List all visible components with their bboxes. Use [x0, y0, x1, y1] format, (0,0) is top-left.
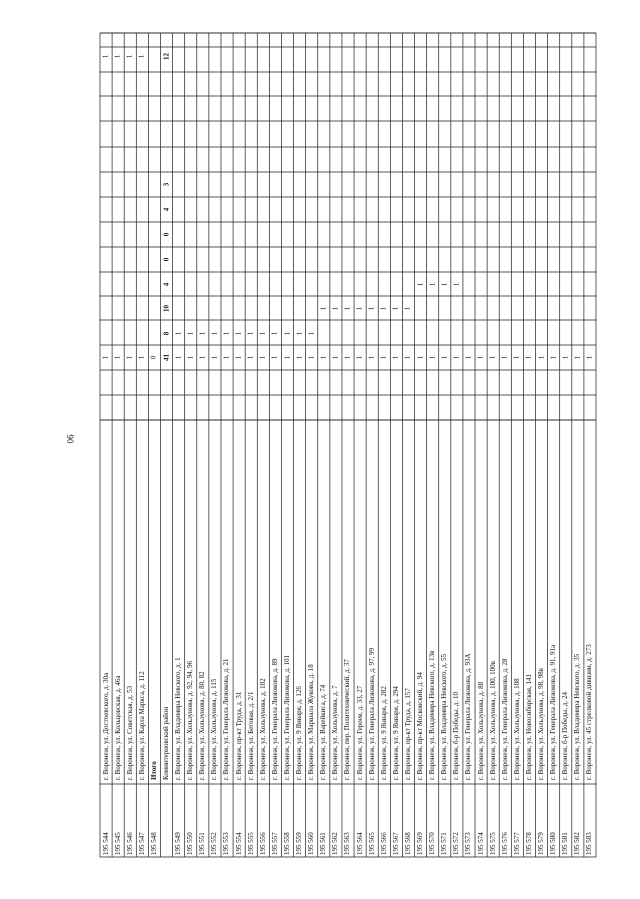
row-address: г. Воронеж, ул. Беговая, д. 2/1 [246, 691, 255, 780]
cell-value-c9: 1 [113, 54, 122, 58]
cell-value-c1: 1 [210, 355, 219, 359]
cell-value-c1: 1 [367, 355, 376, 359]
cell-value-c1: 1 [283, 355, 291, 359]
column-header: 4 [162, 207, 171, 211]
cell-value-c9: 1 [125, 54, 134, 58]
row-address: г. Воронеж, ул. Владимира Невского, д. 35 [573, 653, 582, 780]
row-code: 195 575 [488, 832, 497, 855]
column-header: 0 [162, 232, 171, 236]
cell-value-c1: 1 [101, 355, 110, 359]
row-address: г. Воронеж, ул. Генерала Лизюкова, д. 89 [270, 658, 279, 780]
row-address: г. Воронеж, ул. Достоевского, д. 30а [101, 672, 110, 780]
itogo-label: Итого [149, 761, 158, 780]
cell-value-c1: 1 [500, 355, 509, 359]
cell-value-c4: 1 [428, 282, 437, 286]
cell-value-c1: 1 [440, 355, 449, 359]
row-address: г. Воронеж, ул. Генерала Лизюкова, д. 93А [464, 653, 473, 780]
cell-value-c2: 1 [198, 331, 207, 335]
cell-value-c2: 1 [295, 331, 304, 335]
row-address: г. Воронеж, пер. Политехнический, д. 37 [343, 659, 352, 780]
row-code: 195 555 [246, 832, 255, 855]
row-code: 195 581 [561, 832, 570, 855]
row-address: г. Воронеж, ул. Маршала Жукова, д. 18 [307, 664, 316, 780]
row-code: 195 577 [512, 832, 521, 855]
row-address: г. Воронеж, ул. Генерала Лизюкова, д. 28 [500, 658, 509, 780]
cell-value-c3: 1 [355, 306, 364, 310]
cell-value-c1: 1 [403, 355, 412, 359]
cell-value-c1: 1 [186, 355, 195, 359]
page-number: 90 [65, 434, 75, 444]
row-address: г. Воронеж, ул. Хользунова, д. 115 [210, 678, 219, 780]
row-code: 195 556 [258, 832, 267, 855]
row-address: г. Воронеж, ул. Варейкиса, д. 74 [319, 684, 328, 780]
row-address: г. Воронеж, ул. Генерала Лизюкова, д. 97, 99 [367, 647, 376, 780]
cell-value-c1: 1 [125, 355, 134, 359]
row-address: г. Воронеж, ул. Генерала Лизюкова, д. 101 [282, 654, 291, 780]
row-address: г. Воронеж, ул. 9 Января, д. 282 [379, 686, 388, 780]
row-code: 195 570 [428, 832, 437, 855]
row-code: 195 565 [367, 832, 376, 855]
row-code: 195 583 [585, 832, 594, 855]
row-address: г. Воронеж, пр-кт Труда, д. 157 [403, 688, 412, 780]
cell-value-c1: 1 [222, 355, 231, 359]
row-code: 195 564 [355, 832, 364, 855]
cell-value-c1: 1 [537, 355, 546, 359]
row-address: г. Воронеж, б-р Победы, д. 10 [452, 692, 461, 780]
cell-value-c4: 1 [452, 282, 461, 286]
cell-value-c1: 1 [549, 355, 558, 359]
column-header: 4 [162, 282, 171, 286]
row-code: 195 573 [464, 832, 473, 855]
cell-value-c1: 1 [488, 355, 497, 359]
row-code: 195 563 [343, 832, 352, 855]
column-header: 41 [162, 353, 171, 361]
row-address: г. Воронеж, ул. Хользунова, д. 98, 98в [537, 668, 545, 780]
row-address: г. Воронеж, ул. Хользунова, д. 108 [512, 678, 521, 780]
row-code: 195 578 [524, 832, 533, 855]
row-code: 195 582 [573, 832, 582, 855]
cell-value-c1: 1 [198, 355, 207, 359]
cell-value-c1: 1 [113, 355, 122, 359]
row-code: 195 560 [307, 832, 316, 855]
cell-value-c1: 1 [428, 355, 437, 359]
cell-value-c2: 1 [283, 331, 291, 335]
cell-value-c1: 1 [416, 355, 425, 359]
cell-value-c2: 1 [234, 331, 243, 335]
district-name: Коминтерновский район [161, 706, 170, 780]
cell-value-c1: 1 [452, 355, 461, 359]
cell-value-c1: 1 [234, 355, 243, 359]
cell-value-c2: 1 [186, 331, 195, 335]
row-code: 195 572 [452, 832, 461, 855]
row-code: 195 552 [210, 832, 219, 855]
row-code: 195 558 [282, 832, 291, 855]
cell-value-c1: 1 [512, 355, 521, 359]
cell-value-c4: 1 [440, 282, 449, 286]
row-address: г. Воронеж, ул. Героев, д. 33, 27 [355, 685, 364, 780]
cell-value-c3: 1 [379, 306, 388, 310]
row-code: 195 549 [174, 832, 183, 855]
column-header: 8 [162, 331, 171, 335]
row-code: 195 557 [270, 832, 279, 855]
cell-value-c1: 1 [573, 355, 582, 359]
cell-value-c1: 1 [343, 355, 352, 359]
row-code: 195 547 [137, 832, 146, 855]
row-code: 195 579 [537, 832, 545, 855]
cell-value-c1: 1 [585, 355, 594, 359]
cell-value-c9: 1 [137, 54, 146, 58]
itogo-value: 0 [149, 355, 158, 359]
cell-value-c2: 1 [270, 331, 279, 335]
cell-value-c3: 1 [391, 306, 400, 310]
row-code: 195 574 [476, 832, 485, 855]
row-address: г. Воронеж, ул. Владимира Невского, д. 13в [428, 650, 437, 780]
cell-value-c1: 1 [379, 355, 388, 359]
itogo-code: 195 548 [149, 832, 158, 855]
row-address: г. Воронеж, ул. Карла Маркса, д. 112 [137, 671, 146, 780]
row-code: 195 580 [549, 832, 558, 855]
cell-value-c3: 1 [367, 306, 376, 310]
row-code: 195 569 [416, 832, 425, 855]
row-address: г. Воронеж, ул. 9 Января, д. 126 [295, 686, 304, 780]
row-address: г. Воронеж, ул. 45 стрелковой дивизии, д. 273 [585, 644, 594, 780]
cell-value-c1: 1 [137, 355, 146, 359]
cell-value-c2: 1 [174, 331, 183, 335]
cell-value-c1: 1 [464, 355, 473, 359]
row-address: г. Воронеж, ул. Новосибирская, 141 [524, 673, 533, 780]
row-address: г. Воронеж, ул. Генерала Лизюкова, д. 21 [222, 658, 231, 780]
cell-value-c1: 1 [561, 355, 570, 359]
cell-value-c3: 1 [403, 306, 412, 310]
cell-value-c1: 1 [391, 355, 400, 359]
cell-value-c2: 1 [210, 331, 219, 335]
cell-value-c1: 1 [295, 355, 304, 359]
cell-value-c1: 1 [355, 355, 364, 359]
row-address: г. Воронеж, ул. Хользунова, д. 7 [331, 685, 340, 780]
column-header: 0 [162, 257, 171, 261]
cell-value-c1: 1 [331, 355, 340, 359]
row-address: г. Воронеж, ул. Хользунова, д. 80, 82 [198, 671, 207, 780]
row-address: г. Воронеж, пр-кт Труда, д. 31 [234, 691, 243, 780]
cell-value-c3: 1 [331, 306, 340, 310]
row-address: г. Воронеж, ул. Генерала Лизюкова, д. 91, 91а [549, 644, 558, 780]
column-header: 10 [162, 304, 171, 312]
cell-value-c2: 1 [246, 331, 255, 335]
cell-value-c2: 1 [222, 331, 231, 335]
row-code: 195 568 [403, 832, 412, 855]
row-address: г. Воронеж, ул. Владимира Невского, д. 1 [174, 657, 183, 780]
row-address: г. Воронеж, ул. Хользунова, д. 102 [258, 678, 267, 780]
row-code: 195 562 [331, 832, 340, 855]
cell-value-c4: 1 [416, 282, 425, 286]
cell-value-c2: 1 [258, 331, 267, 335]
row-code: 195 545 [113, 832, 122, 855]
cell-value-c1: 1 [524, 355, 533, 359]
cell-value-c1: 1 [476, 355, 485, 359]
row-code: 195 544 [101, 832, 110, 855]
row-address: г. Воронеж, ул. Владимира Невского, д. 55 [440, 653, 449, 780]
row-code: 195 561 [319, 832, 328, 855]
row-address: г. Воронеж, ул. Хользунова, д. 92, 94, 96 [186, 660, 195, 780]
row-address: г. Воронеж, ул. 9 Января, д. 294 [391, 686, 400, 780]
column-header: 3 [162, 182, 171, 186]
cell-value-c1: 1 [174, 355, 183, 359]
row-code: 195 551 [198, 832, 207, 855]
cell-value-c2: 1 [307, 331, 316, 335]
column-header: 12 [162, 52, 171, 60]
cell-value-c1: 1 [270, 355, 279, 359]
row-code: 195 566 [379, 832, 388, 855]
cell-value-c1: 1 [319, 355, 328, 359]
row-code: 195 559 [295, 832, 304, 855]
row-address: г. Воронеж, ул. Хользунова, д. 88 [476, 681, 485, 780]
cell-value-c1: 1 [246, 355, 255, 359]
row-address: г. Воронеж, б-р Победы, д. 24 [561, 692, 570, 780]
row-address: г. Воронеж, ул. Кольцовская, д. 46а [113, 675, 122, 780]
row-address: г. Воронеж, ул. Хользунова, д. 100, 100в [488, 661, 497, 780]
row-code: 195 567 [391, 832, 400, 855]
row-code: 195 576 [500, 832, 509, 855]
row-code: 195 550 [186, 832, 195, 855]
cell-value-c9: 1 [101, 54, 110, 58]
cell-value-c1: 1 [307, 355, 316, 359]
cell-value-c1: 1 [258, 355, 267, 359]
cell-value-c3: 1 [343, 306, 352, 310]
row-code: 195 546 [125, 832, 134, 855]
row-address: г. Воронеж, пр-кт Московский, д. 94 [416, 672, 425, 780]
row-code: 195 553 [222, 832, 231, 855]
row-code: 195 554 [234, 832, 243, 855]
row-code: 195 571 [440, 832, 449, 855]
row-address: г. Воронеж, ул. Советская, д. 53 [125, 685, 134, 780]
cell-value-c3: 1 [319, 306, 328, 310]
